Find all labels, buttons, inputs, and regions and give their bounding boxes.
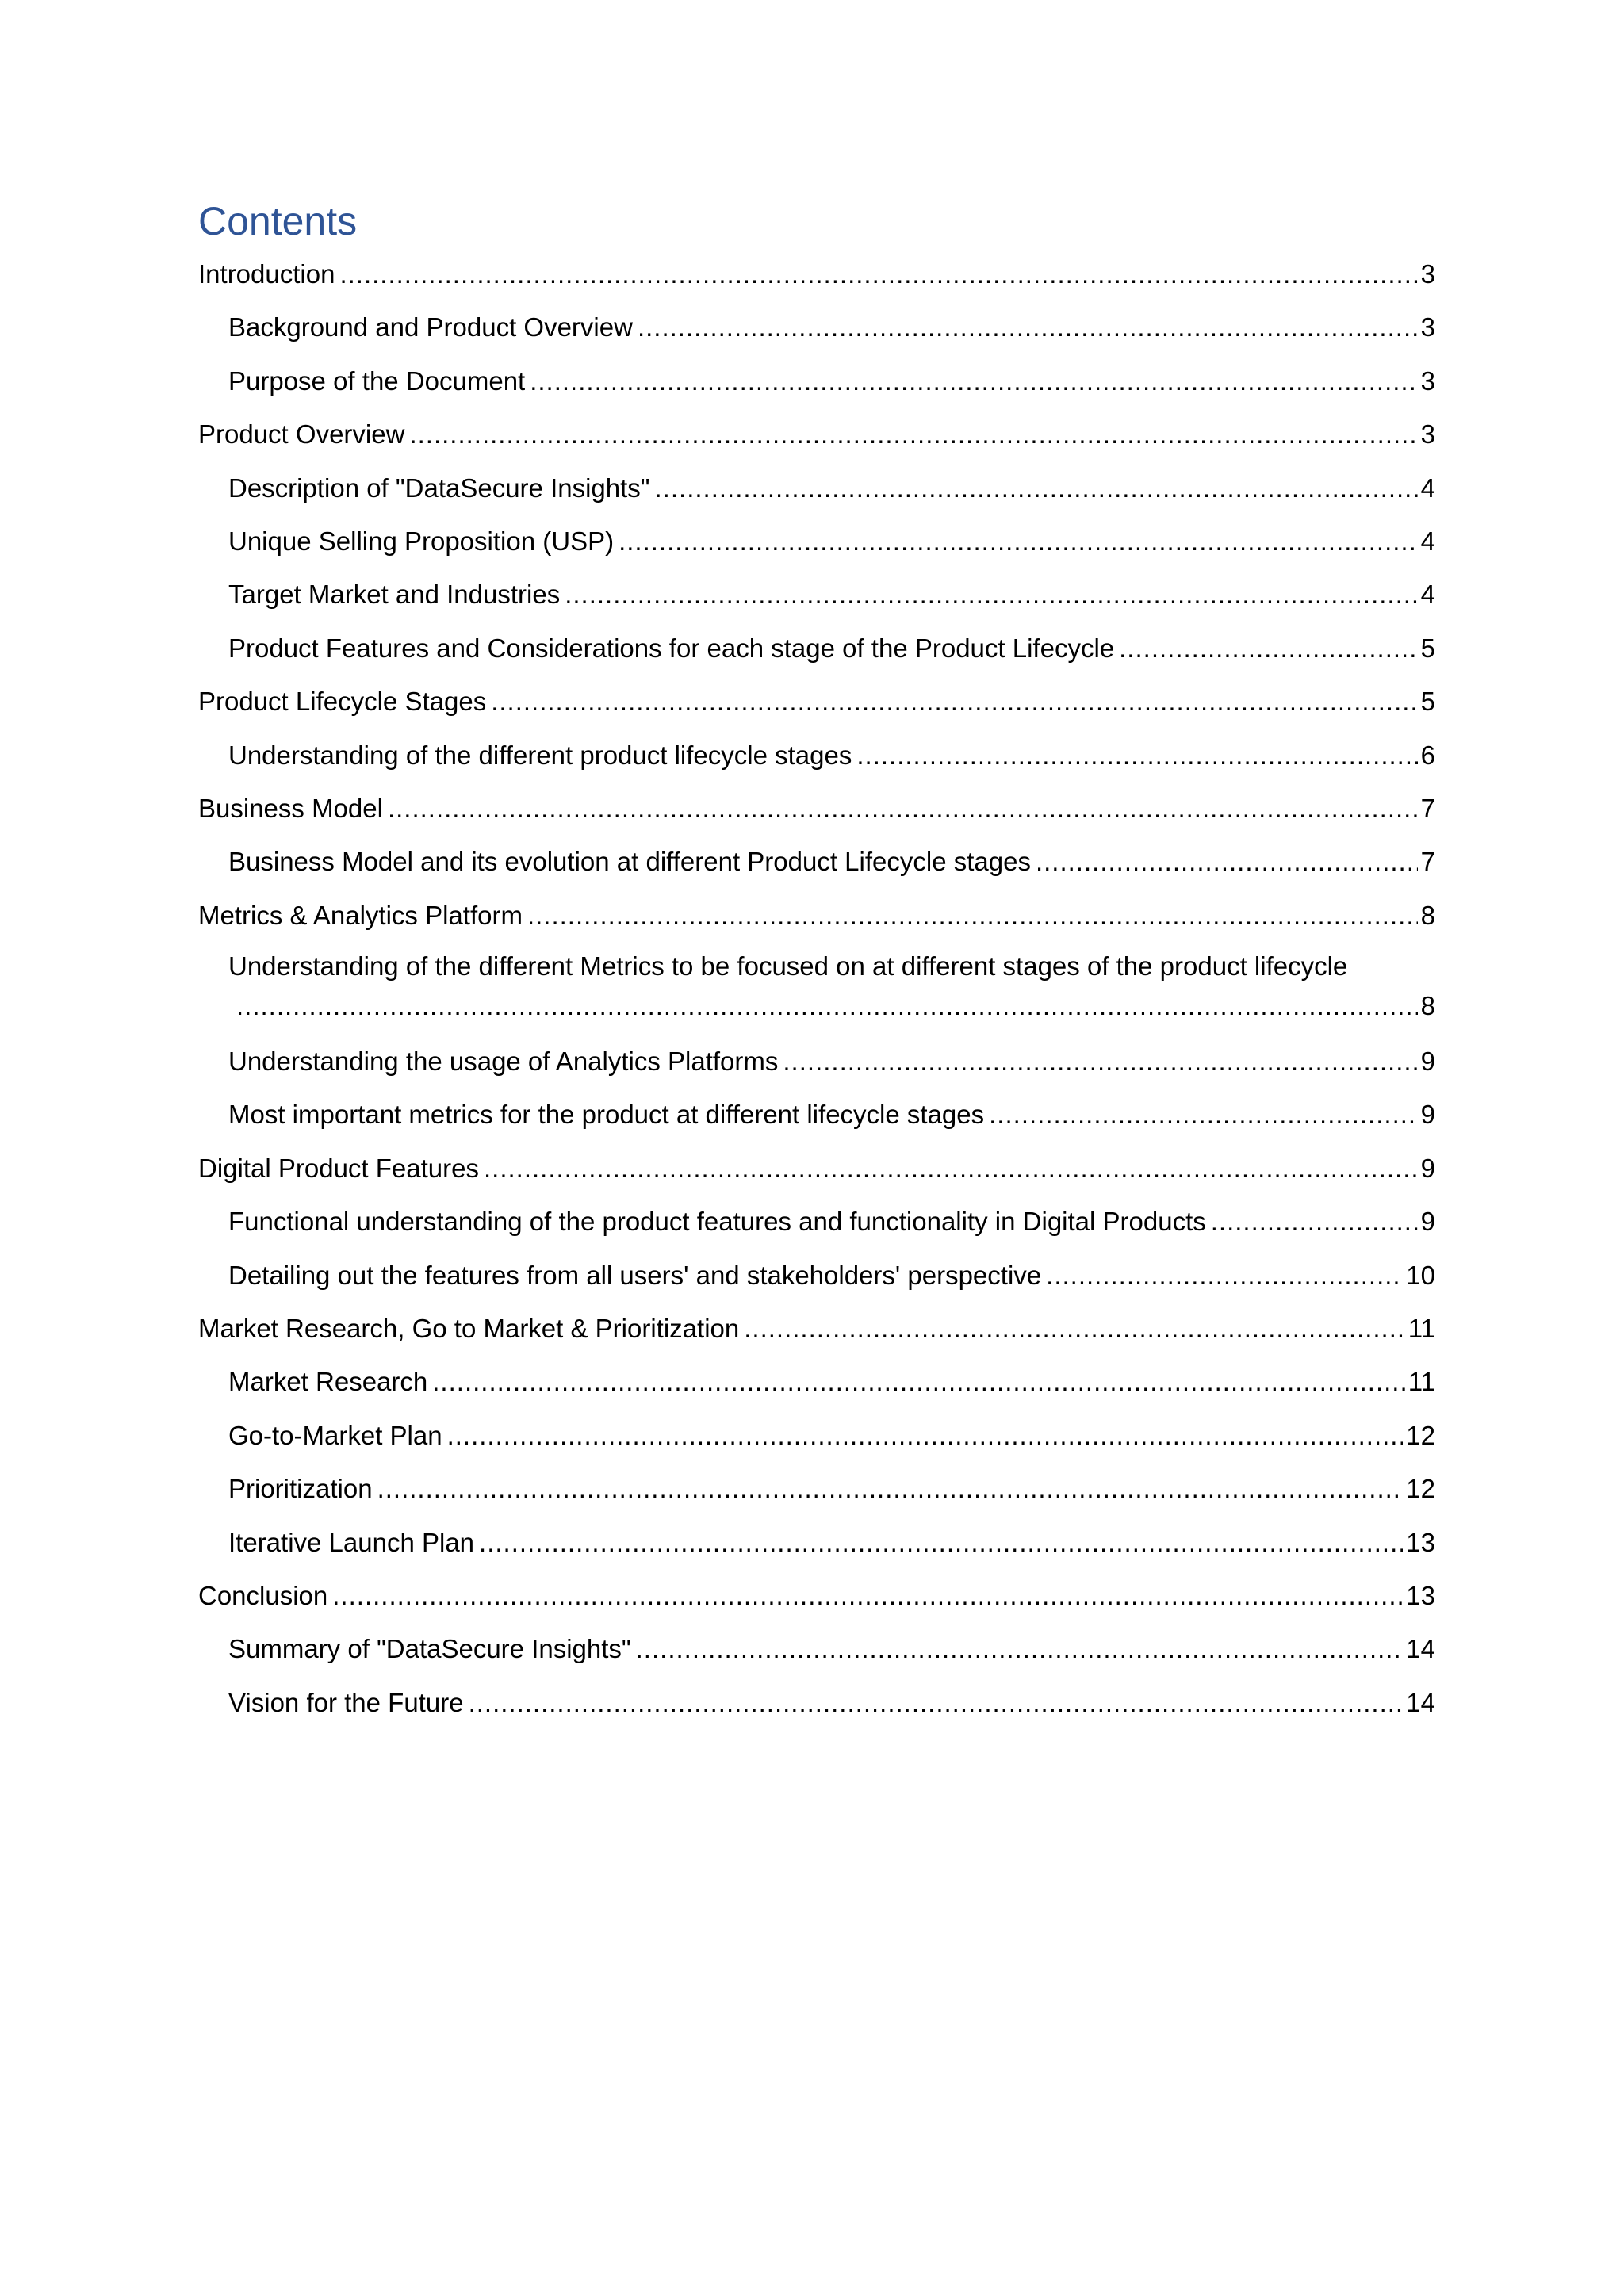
toc-entry-subsection[interactable] (198, 1521, 1435, 1574)
toc-entry-subsection[interactable] (198, 519, 1435, 572)
toc-entry-title[interactable]: Detailing out the features from all users' and stakeholders' perspective (228, 1253, 1046, 1298)
toc-entry-title[interactable]: Digital Product Features (198, 1146, 484, 1191)
toc-entry-title[interactable]: Metrics & Analytics Platform (198, 894, 527, 938)
dot-leader (409, 412, 1417, 457)
toc-page-number[interactable]: 13 (1406, 1527, 1435, 1557)
toc-entry-title[interactable]: Understanding of the different Metrics to be focused on at different stages of the product lifecycle (228, 947, 1435, 986)
dot-leader (432, 1360, 1404, 1404)
toc-page-number[interactable]: 3 (1420, 259, 1435, 289)
table-of-contents (198, 252, 1435, 1734)
toc-entry-title[interactable]: Prioritization (228, 1467, 377, 1511)
toc-page-number[interactable]: 4 (1420, 473, 1435, 503)
toc-page-number[interactable]: 11 (1408, 1314, 1435, 1344)
toc-page-number[interactable]: 4 (1420, 526, 1435, 556)
toc-entry-subsection[interactable] (198, 947, 1435, 1039)
toc-entry-section[interactable] (198, 1574, 1435, 1627)
toc-entry-subsection[interactable] (198, 305, 1435, 358)
dot-leader (1036, 840, 1418, 884)
dot-leader (377, 1467, 1404, 1511)
toc-entry-title[interactable]: Market Research, Go to Market & Prioritization (198, 1307, 744, 1351)
toc-entry-subsection[interactable] (198, 1093, 1435, 1146)
dot-leader (236, 986, 1418, 1026)
dot-leader (388, 786, 1418, 831)
toc-entry-subsection[interactable] (198, 1681, 1435, 1734)
toc-entry-title[interactable]: Product Lifecycle Stages (198, 679, 491, 724)
toc-entry-title[interactable]: Market Research (228, 1360, 432, 1404)
dot-leader (1119, 626, 1418, 671)
toc-page-number[interactable]: 4 (1420, 580, 1435, 610)
toc-entry-subsection[interactable] (198, 1360, 1435, 1413)
toc-page-number[interactable]: 5 (1420, 633, 1435, 663)
toc-entry-title[interactable]: Business Model and its evolution at different Product Lifecycle stages (228, 840, 1036, 884)
toc-entry-title[interactable]: Most important metrics for the product at different lifecycle stages (228, 1093, 989, 1137)
toc-page-number[interactable]: 9 (1420, 1047, 1435, 1077)
toc-page-number[interactable]: 8 (1420, 900, 1435, 930)
toc-entry-leader-line (228, 986, 1435, 1026)
dot-leader (527, 894, 1418, 938)
dot-leader (469, 1681, 1404, 1725)
dot-leader (783, 1039, 1417, 1084)
toc-page-number[interactable]: 11 (1408, 1367, 1435, 1397)
toc-entry-title[interactable]: Target Market and Industries (228, 572, 565, 617)
toc-entry-title[interactable]: Functional understanding of the product features and functionality in Digital Products (228, 1200, 1211, 1244)
dot-leader (619, 519, 1418, 564)
toc-entry-title[interactable]: Understanding of the different product lifecycle stages (228, 733, 856, 778)
toc-entry-title[interactable]: Conclusion (198, 1574, 332, 1618)
toc-entry-title[interactable]: Purpose of the Document (228, 359, 530, 404)
toc-entry-subsection[interactable] (198, 466, 1435, 519)
toc-entry-subsection[interactable] (198, 1200, 1435, 1253)
toc-page-number[interactable]: 7 (1420, 793, 1435, 823)
toc-page-number[interactable]: 3 (1420, 365, 1435, 396)
toc-entry-subsection[interactable] (198, 572, 1435, 626)
dot-leader (491, 679, 1417, 724)
toc-entry-subsection[interactable] (198, 1627, 1435, 1680)
toc-entry-section[interactable] (198, 1307, 1435, 1360)
toc-entry-subsection[interactable] (198, 733, 1435, 786)
dot-leader (479, 1521, 1403, 1565)
dot-leader (636, 1627, 1404, 1671)
toc-entry-section[interactable] (198, 412, 1435, 465)
dot-leader (1211, 1200, 1418, 1244)
toc-entry-section[interactable] (198, 786, 1435, 840)
toc-entry-subsection[interactable] (198, 626, 1435, 679)
toc-page-number[interactable]: 13 (1406, 1580, 1435, 1610)
toc-entry-subsection[interactable] (198, 840, 1435, 893)
toc-page-number[interactable]: 7 (1420, 847, 1435, 877)
toc-entry-title[interactable]: Vision for the Future (228, 1681, 469, 1725)
dot-leader (530, 359, 1417, 404)
toc-entry-subsection[interactable] (198, 359, 1435, 412)
dot-leader (655, 466, 1418, 511)
dot-leader (565, 572, 1417, 617)
toc-entry-section[interactable] (198, 894, 1435, 947)
toc-page-number[interactable]: 8 (1420, 991, 1435, 1021)
toc-page-number[interactable]: 3 (1420, 419, 1435, 450)
dot-leader (339, 252, 1417, 297)
dot-leader (332, 1574, 1403, 1618)
toc-entry-subsection[interactable] (198, 1039, 1435, 1093)
dot-leader (989, 1093, 1418, 1137)
toc-entry-title[interactable]: Description of "DataSecure Insights" (228, 466, 655, 511)
toc-page-number[interactable]: 9 (1420, 1153, 1435, 1183)
toc-entry-title[interactable]: Background and Product Overview (228, 305, 638, 350)
toc-page-number[interactable]: 10 (1406, 1260, 1435, 1290)
dot-leader (744, 1307, 1404, 1351)
toc-entry-title[interactable]: Product Overview (198, 412, 409, 457)
toc-heading: Contents (198, 199, 358, 243)
toc-entry-subsection[interactable] (198, 1253, 1435, 1307)
toc-page-number[interactable]: 3 (1420, 312, 1435, 342)
dot-leader (856, 733, 1417, 778)
toc-page-number[interactable]: 14 (1406, 1634, 1435, 1664)
dot-leader (447, 1414, 1404, 1458)
toc-entry-title[interactable]: Understanding the usage of Analytics Platforms (228, 1039, 783, 1084)
dot-leader (1046, 1253, 1403, 1298)
toc-entry-title[interactable]: Unique Selling Proposition (USP) (228, 519, 619, 564)
toc-page-number[interactable]: 5 (1420, 687, 1435, 717)
toc-page-number[interactable]: 14 (1406, 1687, 1435, 1717)
dot-leader (638, 305, 1418, 350)
toc-entry-title[interactable]: Introduction (198, 252, 339, 297)
toc-page-number[interactable]: 12 (1406, 1420, 1435, 1450)
toc-entry-title[interactable]: Product Features and Considerations for each stage of the Product Lifecycle (228, 626, 1119, 671)
toc-page-number[interactable]: 9 (1420, 1207, 1435, 1237)
toc-entry-title[interactable]: Summary of "DataSecure Insights" (228, 1627, 636, 1671)
toc-entry-title[interactable]: Go-to-Market Plan (228, 1414, 447, 1458)
dot-leader (484, 1146, 1418, 1191)
toc-entry-subsection[interactable] (198, 1414, 1435, 1467)
toc-page-number[interactable]: 9 (1420, 1100, 1435, 1130)
toc-entry-title[interactable]: Iterative Launch Plan (228, 1521, 479, 1565)
toc-page-number[interactable]: 12 (1406, 1474, 1435, 1504)
toc-entry-section[interactable] (198, 1146, 1435, 1200)
toc-entry-section[interactable] (198, 252, 1435, 305)
toc-entry-subsection[interactable] (198, 1467, 1435, 1520)
toc-entry-section[interactable] (198, 679, 1435, 733)
toc-page-number[interactable]: 6 (1420, 740, 1435, 770)
toc-entry-title[interactable]: Business Model (198, 786, 388, 831)
